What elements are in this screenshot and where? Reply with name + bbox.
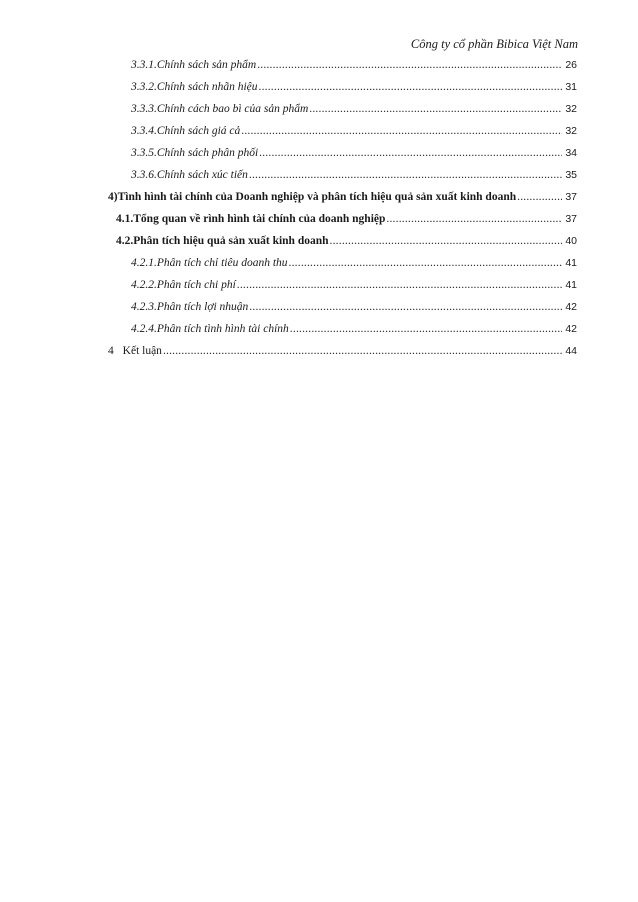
toc-number: 3.3.4. <box>131 125 157 137</box>
toc-entry-4-2-4[interactable] <box>131 323 577 341</box>
toc-title: Kết luận <box>122 345 162 357</box>
toc-page: 41 <box>565 279 577 291</box>
toc-title: Chính sách giá cả <box>156 125 241 137</box>
toc-leader <box>386 213 562 225</box>
toc-number: 4.2.4. <box>131 323 157 335</box>
toc-page: 34 <box>565 147 577 159</box>
toc-page: 37 <box>565 191 577 203</box>
toc-title: Phân tích tình hình tài chính <box>156 323 289 335</box>
toc-title: Phân tích chỉ tiêu doanh thu <box>156 257 288 269</box>
toc-number: 4.1. <box>116 213 134 225</box>
toc-number: 3.3.3. <box>131 103 157 115</box>
toc-number: 4.2.3. <box>131 301 157 313</box>
toc-page: 32 <box>565 125 577 137</box>
toc-leader <box>237 279 563 291</box>
toc-leader <box>249 169 562 181</box>
toc-entry-3-3-1[interactable] <box>131 59 577 77</box>
toc-leader <box>309 103 562 115</box>
toc-title: Phân tích lợi nhuận <box>156 301 249 313</box>
toc-leader <box>259 147 562 159</box>
toc-page: 26 <box>565 59 577 71</box>
toc-title: Phân tích hiệu quả sản xuất kinh doanh <box>133 235 329 247</box>
toc-page: 42 <box>565 301 577 313</box>
toc-leader <box>259 81 563 93</box>
toc-entry-3-3-6[interactable] <box>131 169 577 187</box>
toc-number: 3.3.6. <box>131 169 157 181</box>
toc-page: 41 <box>565 257 577 269</box>
toc-entry-3-3-4[interactable] <box>131 125 577 143</box>
toc-number: 3.3.2. <box>131 81 157 93</box>
toc-page: 37 <box>565 213 577 225</box>
toc-leader <box>289 257 563 269</box>
toc-title: Chính sách xúc tiến <box>156 169 248 181</box>
toc-entry-3-3-3[interactable] <box>131 103 577 121</box>
toc-entry-4-2-2[interactable] <box>131 279 577 297</box>
toc-page: 35 <box>565 169 577 181</box>
toc-number: 4.2.1. <box>131 257 157 269</box>
toc-page: 42 <box>565 323 577 335</box>
toc-number: 4.2.2. <box>131 279 157 291</box>
toc-title: Chính sách phân phối <box>156 147 259 159</box>
toc-number: 3.3.5. <box>131 147 157 159</box>
toc-leader <box>163 345 562 357</box>
page-header: Công ty cổ phần Bibica Việt Nam <box>410 37 578 51</box>
toc-entry-4-2[interactable] <box>116 235 577 253</box>
toc-title: Phân tích chi phí <box>156 279 236 291</box>
toc-title: Tình hình tài chính của Doanh nghiệp và phân tích hiệu quả sản xuất kinh doanh <box>117 191 517 203</box>
toc-leader <box>330 235 563 247</box>
toc-title: Chính sách sản phẩm <box>156 59 257 71</box>
toc-page: 40 <box>565 235 577 247</box>
toc-title: Chính cách bao bì của sản phẩm <box>156 103 309 115</box>
toc-entry-4-1[interactable] <box>116 213 577 231</box>
toc-entry-3-3-5[interactable] <box>131 147 577 165</box>
toc-title: Chính sách nhãn hiệu <box>156 81 258 93</box>
toc-entry-4-2-3[interactable] <box>131 301 577 319</box>
toc-number: 4.2. <box>116 235 134 247</box>
toc-entry-3-3-2[interactable] <box>131 81 577 99</box>
toc-title: Tổng quan về rình hình tài chính của doanh nghiệp <box>133 213 386 225</box>
toc-number: 3.3.1. <box>131 59 157 71</box>
toc-leader <box>290 323 563 335</box>
toc-entry-ket-luan[interactable] <box>108 345 577 363</box>
toc-leader <box>241 125 562 137</box>
toc-leader <box>249 301 562 313</box>
toc-entry-4-2-1[interactable] <box>131 257 577 275</box>
toc-number: 4 <box>108 345 114 357</box>
toc-leader <box>257 59 562 71</box>
toc-page: 31 <box>565 81 577 93</box>
toc-page: 44 <box>565 345 577 357</box>
toc-entry-4[interactable] <box>108 191 577 209</box>
toc-leader <box>517 191 562 203</box>
toc-number: 4) <box>108 191 118 203</box>
toc-page: 32 <box>565 103 577 115</box>
